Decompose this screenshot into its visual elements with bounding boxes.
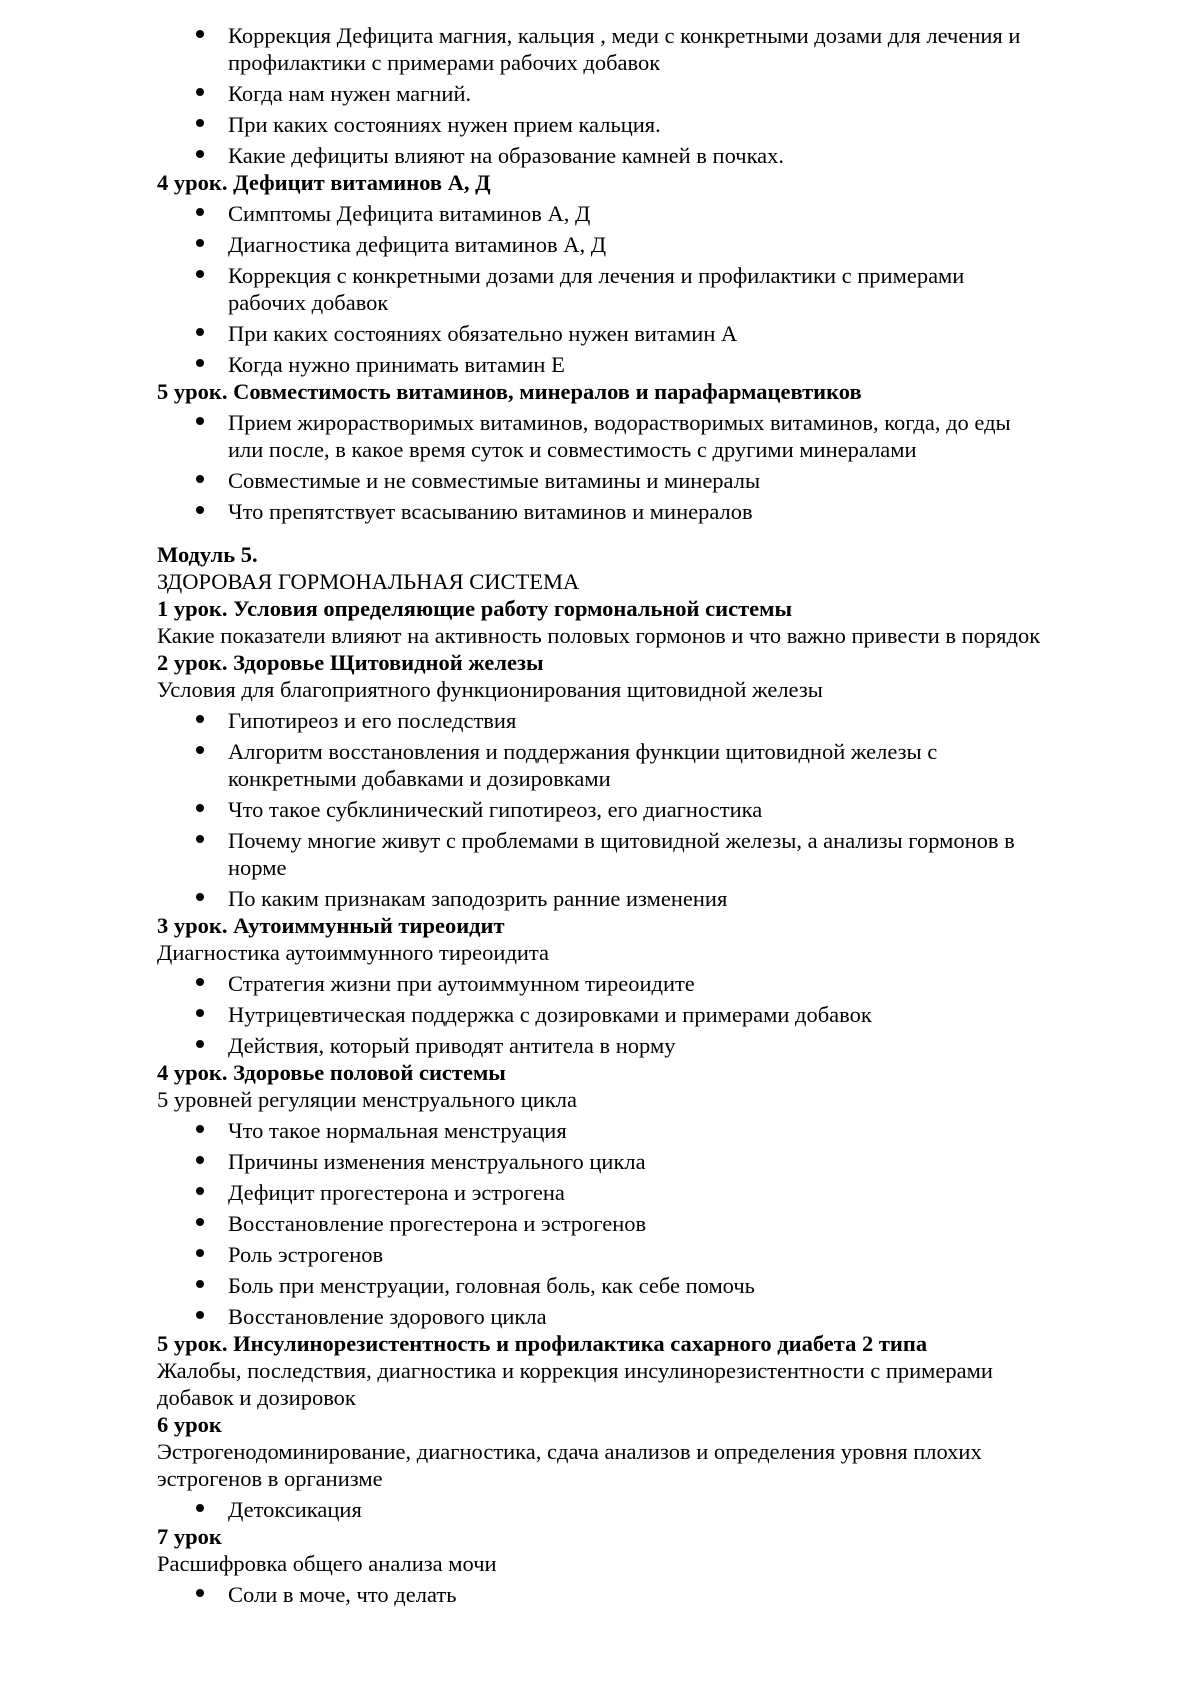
- lesson-heading: 3 урок. Аутоиммунный тиреоидит: [157, 913, 505, 938]
- bullet-text: Что такое субклинический гипотиреоз, его диагностика: [228, 797, 763, 822]
- bullet-item: [157, 1001, 1045, 1028]
- bullet-item: [157, 1032, 1045, 1059]
- bullet-item: [157, 351, 1045, 378]
- bullet-item: [157, 1496, 1045, 1523]
- bullet-icon: [196, 270, 204, 278]
- bullet-list: [157, 1496, 1045, 1523]
- bullet-text: Причины изменения менструального цикла: [228, 1149, 646, 1174]
- bullet-icon: [196, 208, 204, 216]
- bullet-icon: [196, 893, 204, 901]
- bullet-icon: [196, 150, 204, 158]
- paragraph-text: Жалобы, последствия, диагностика и коррекция инсулинорезистентности с примерами добавок и дозировок: [157, 1358, 993, 1410]
- bullet-item: [157, 1241, 1045, 1268]
- lesson-heading: 7 урок: [157, 1524, 222, 1549]
- bullet-item: [157, 498, 1045, 525]
- bullet-icon: [196, 359, 204, 367]
- bullet-icon: [196, 1504, 204, 1512]
- bullet-icon: [196, 835, 204, 843]
- bullet-icon: [196, 506, 204, 514]
- lesson-heading: 6 урок: [157, 1412, 222, 1437]
- bullet-text: Действия, который приводят антитела в норму: [228, 1033, 676, 1058]
- paragraph-text: Расшифровка общего анализа мочи: [157, 1551, 497, 1576]
- paragraph-text: 5 уровней регуляции менструального цикла: [157, 1087, 577, 1112]
- bullet-text: Гипотиреоз и его последствия: [228, 708, 517, 733]
- bullet-item: [157, 200, 1045, 227]
- paragraph-text: Диагностика аутоиммунного тиреоидита: [157, 940, 550, 965]
- bullet-text: Когда нужно принимать витамин Е: [228, 352, 565, 377]
- bullet-list: [157, 200, 1045, 378]
- bullet-icon: [196, 30, 204, 38]
- bullet-text: По каким признакам заподозрить ранние изменения: [228, 886, 728, 911]
- bullet-text: Прием жирорастворимых витаминов, водорастворимых витаминов, когда, до еды или после, в какое время суток и совместимость с другими минералами: [228, 410, 1011, 462]
- bullet-text: Роль эстрогенов: [228, 1242, 384, 1267]
- bullet-text: Симптомы Дефицита витаминов А, Д: [228, 201, 591, 226]
- bullet-text: Диагностика дефицита витаминов А, Д: [228, 232, 607, 257]
- bullet-text: Какие дефициты влияют на образование камней в почках.: [228, 143, 785, 168]
- bullet-text: При каких состояниях обязательно нужен витамин А: [228, 321, 738, 346]
- bullet-item: [157, 142, 1045, 169]
- bullet-item: [157, 738, 1045, 792]
- bullet-icon: [196, 746, 204, 754]
- bullet-list: [157, 970, 1045, 1059]
- lesson-heading: Модуль 5.: [157, 542, 258, 567]
- lesson-heading: 5 урок. Инсулинорезистентность и профилактика сахарного диабета 2 типа: [157, 1331, 928, 1356]
- bullet-text: Восстановление прогестерона и эстрогенов: [228, 1211, 647, 1236]
- bullet-list: [157, 707, 1045, 912]
- bullet-item: [157, 885, 1045, 912]
- lesson-heading: 5 урок. Совместимость витаминов, минералов и парафармацевтиков: [157, 379, 862, 404]
- bullet-text: Соли в моче, что делать: [228, 1582, 457, 1607]
- bullet-list: [157, 409, 1045, 525]
- bullet-item: [157, 22, 1045, 76]
- bullet-icon: [196, 417, 204, 425]
- bullet-text: Алгоритм восстановления и поддержания функции щитовидной железы с конкретными добавками и дозировками: [228, 739, 938, 791]
- bullet-text: Восстановление здорового цикла: [228, 1304, 547, 1329]
- bullet-item: [157, 320, 1045, 347]
- bullet-text: Что препятствует всасыванию витаминов и минералов: [228, 499, 753, 524]
- bullet-icon: [196, 1589, 204, 1597]
- paragraph-text: ЗДОРОВАЯ ГОРМОНАЛЬНАЯ СИСТЕМА: [157, 569, 580, 594]
- bullet-text: Стратегия жизни при аутоиммунном тиреоидите: [228, 971, 695, 996]
- bullet-icon: [196, 1125, 204, 1133]
- bullet-item: [157, 111, 1045, 138]
- bullet-list: [157, 22, 1045, 169]
- bullet-text: Коррекция Дефицита магния, кальция , меди с конкретными дозами для лечения и профилактики с примерами рабочих добавок: [228, 23, 1021, 75]
- bullet-item: [157, 796, 1045, 823]
- bullet-item: [157, 80, 1045, 107]
- bullet-icon: [196, 1311, 204, 1319]
- bullet-text: Коррекция с конкретными дозами для лечения и профилактики с примерами рабочих добавок: [228, 263, 965, 315]
- bullet-icon: [196, 715, 204, 723]
- lesson-heading: 4 урок. Здоровье половой системы: [157, 1060, 506, 1085]
- bullet-list: [157, 1581, 1045, 1608]
- bullet-icon: [196, 239, 204, 247]
- bullet-item: [157, 1210, 1045, 1237]
- bullet-icon: [196, 1280, 204, 1288]
- bullet-icon: [196, 804, 204, 812]
- bullet-item: [157, 231, 1045, 258]
- lesson-heading: 4 урок. Дефицит витаминов А, Д: [157, 170, 491, 195]
- bullet-icon: [196, 475, 204, 483]
- bullet-icon: [196, 328, 204, 336]
- blank-line: [157, 525, 1045, 541]
- bullet-item: [157, 409, 1045, 463]
- bullet-item: [157, 1581, 1045, 1608]
- lesson-heading: 1 урок. Условия определяющие работу гормональной системы: [157, 596, 793, 621]
- bullet-text: Дефицит прогестерона и эстрогена: [228, 1180, 565, 1205]
- bullet-text: Совместимые и не совместимые витамины и минералы: [228, 468, 761, 493]
- bullet-icon: [196, 1187, 204, 1195]
- paragraph-text: Условия для благоприятного функционирования щитовидной железы: [157, 677, 823, 702]
- bullet-icon: [196, 1218, 204, 1226]
- bullet-item: [157, 1179, 1045, 1206]
- lesson-heading: 2 урок. Здоровье Щитовидной железы: [157, 650, 544, 675]
- bullet-item: [157, 707, 1045, 734]
- bullet-icon: [196, 1040, 204, 1048]
- bullet-item: [157, 970, 1045, 997]
- bullet-icon: [196, 1009, 204, 1017]
- bullet-item: [157, 1272, 1045, 1299]
- bullet-item: [157, 262, 1045, 316]
- bullet-icon: [196, 119, 204, 127]
- bullet-text: Нутрицевтическая поддержка с дозировками и примерами добавок: [228, 1002, 872, 1027]
- bullet-item: [157, 1303, 1045, 1330]
- bullet-text: Боль при менструации, головная боль, как себе помочь: [228, 1273, 755, 1298]
- bullet-icon: [196, 88, 204, 96]
- bullet-text: Детоксикация: [228, 1497, 362, 1522]
- bullet-icon: [196, 978, 204, 986]
- bullet-list: [157, 1117, 1045, 1330]
- paragraph-text: Какие показатели влияют на активность половых гормонов и что важно привести в порядок: [157, 623, 1041, 648]
- bullet-item: [157, 1148, 1045, 1175]
- bullet-text: Когда нам нужен магний.: [228, 81, 472, 106]
- bullet-text: При каких состояниях нужен прием кальция.: [228, 112, 661, 137]
- bullet-text: Почему многие живут с проблемами в щитовидной железы, а анализы гормонов в норме: [228, 828, 1015, 880]
- bullet-icon: [196, 1156, 204, 1164]
- bullet-item: [157, 1117, 1045, 1144]
- paragraph-text: Эстрогенодоминирование, диагностика, сдача анализов и определения уровня плохих эстрогенов в организме: [157, 1439, 982, 1491]
- bullet-icon: [196, 1249, 204, 1257]
- bullet-item: [157, 827, 1045, 881]
- bullet-text: Что такое нормальная менструация: [228, 1118, 567, 1143]
- bullet-item: [157, 467, 1045, 494]
